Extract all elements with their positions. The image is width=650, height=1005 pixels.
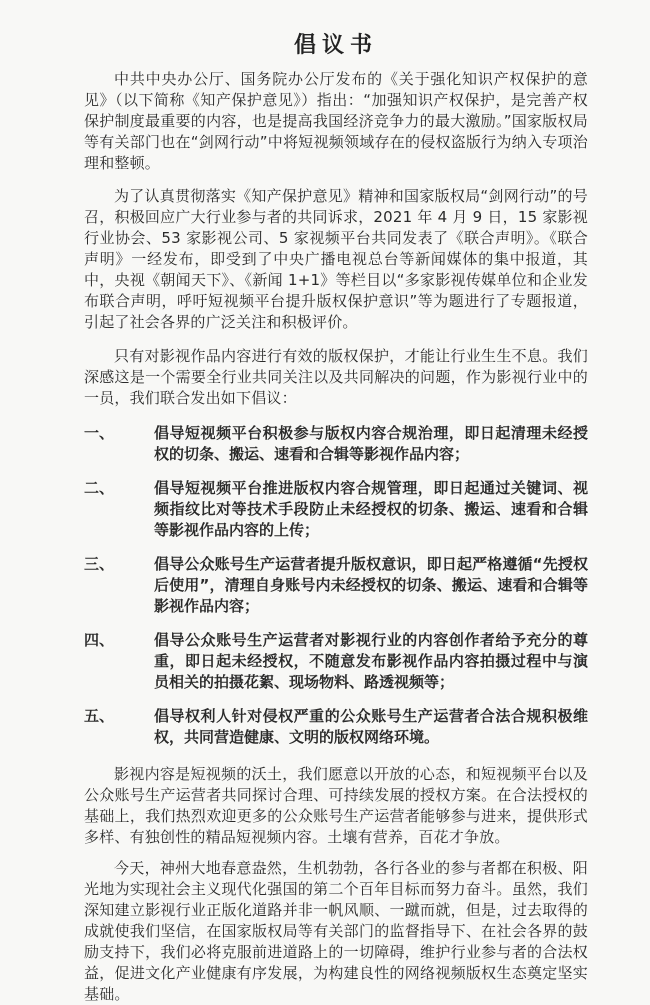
proposal-item: [84, 554, 588, 617]
proposal-text: 倡导公众账号生产运营者对影视行业的内容创作者给予充分的尊重，即日起未经授权，不随意发布影视作品内容拍摄过程中与演员相关的拍摄花絮、现场物料、路透视频等；: [154, 631, 588, 691]
background-paragraph: 为了认真贯彻落实《知产保护意见》精神和国家版权局“剑网行动”的号召，积极回应广大行业参与者的共同诉求，2021 年 4 月 9 日，15 家影视行业协会、53 家影视公司、5 家视频平台共同发表了《联合声明》。《联合声明》一经发布，即受到了中央广播电视总台等新闻媒体的集中报道，其中，央视《朝闻天下》、《新闻 1+1》等栏目以“多家影视传媒单位和企业发布联合声明，呼吁短视频平台提升版权保护意识”等为题进行了专题报道，引起了社会各界的广泛关注和积极评价。: [84, 187, 588, 331]
proposal-number: 四、: [84, 631, 115, 649]
proposal-list: [84, 423, 588, 748]
proposal-number: 一、: [84, 424, 115, 442]
final-paragraph: 今天，神州大地春意盎然，生机勃勃，各行各业的参与者都在积极、阳光地为实现社会主义现代化强国的第二个百年目标而努力奋斗。虽然，我们深知建立影视行业正版化道路并非一帆风顺、一蹴而就，但是，过去取得的成就使我们坚信，在国家版权局等有关部门的监督指导下、在社会各界的鼓励支持下，我们必将克服前进道路上的一切障碍，维护行业参与者的合法权益，促进文化产业健康有序发展，为构建良性的网络视频版权生态奠定坚实基础。: [84, 859, 588, 1003]
proposal-text: 倡导短视频平台推进版权内容合规管理，即日起通过关键词、视频指纹比对等技术手段防止未经授权的切条、搬运、速看和合辑等影视作品内容的上传；: [154, 479, 588, 539]
document-title: 倡议书: [293, 33, 378, 58]
intro-paragraph: 中共中央办公厅、国务院办公厅发布的《关于强化知识产权保护的意见》（以下简称《知产保护意见》）指出：“加强知识产权保护，是完善产权保护制度最重要的内容，也是提高我国经济竞争力的最大激励。”国家版权局等有关部门也在“剑网行动”中将短视频领域存在的侵权盗版行为纳入专项治理和整顿。: [84, 70, 588, 172]
proposal-number: 三、: [84, 555, 115, 573]
proposal-item: [84, 478, 588, 541]
proposal-number: 五、: [84, 707, 115, 725]
proposal-text: 倡导公众账号生产运营者提升版权意识，即日起严格遵循“先授权后使用”，清理自身账号内未经授权的切条、搬运、速看和合辑等影视作品内容；: [154, 555, 588, 615]
closing-paragraph: 影视内容是短视频的沃土，我们愿意以开放的心态，和短视频平台以及公众账号生产运营者共同探讨合理、可持续发展的授权方案。在合法授权的基础上，我们热烈欢迎更多的公众账号生产运营者能够参与进来，提供形式多样、有独创性的精品短视频内容。土壤有营养，百花才争放。: [84, 765, 588, 846]
proposal-text: 倡导短视频平台积极参与版权内容合规治理，即日起清理未经授权的切条、搬运、速看和合辑等影视作品内容；: [154, 424, 588, 463]
proposal-item: [84, 423, 588, 465]
proposal-item: [84, 630, 588, 693]
proposal-lead-paragraph: 只有对影视作品内容进行有效的版权保护，才能让行业生生不息。我们深感这是一个需要全行业共同关注以及共同解决的问题，作为影视行业中的一员，我们联合发出如下倡议：: [84, 347, 588, 407]
proposal-item: [84, 706, 588, 748]
proposal-text: 倡导权利人针对侵权严重的公众账号生产运营者合法合规积极维权，共同营造健康、文明的版权网络环境。: [154, 707, 588, 746]
proposal-number: 二、: [84, 479, 115, 497]
